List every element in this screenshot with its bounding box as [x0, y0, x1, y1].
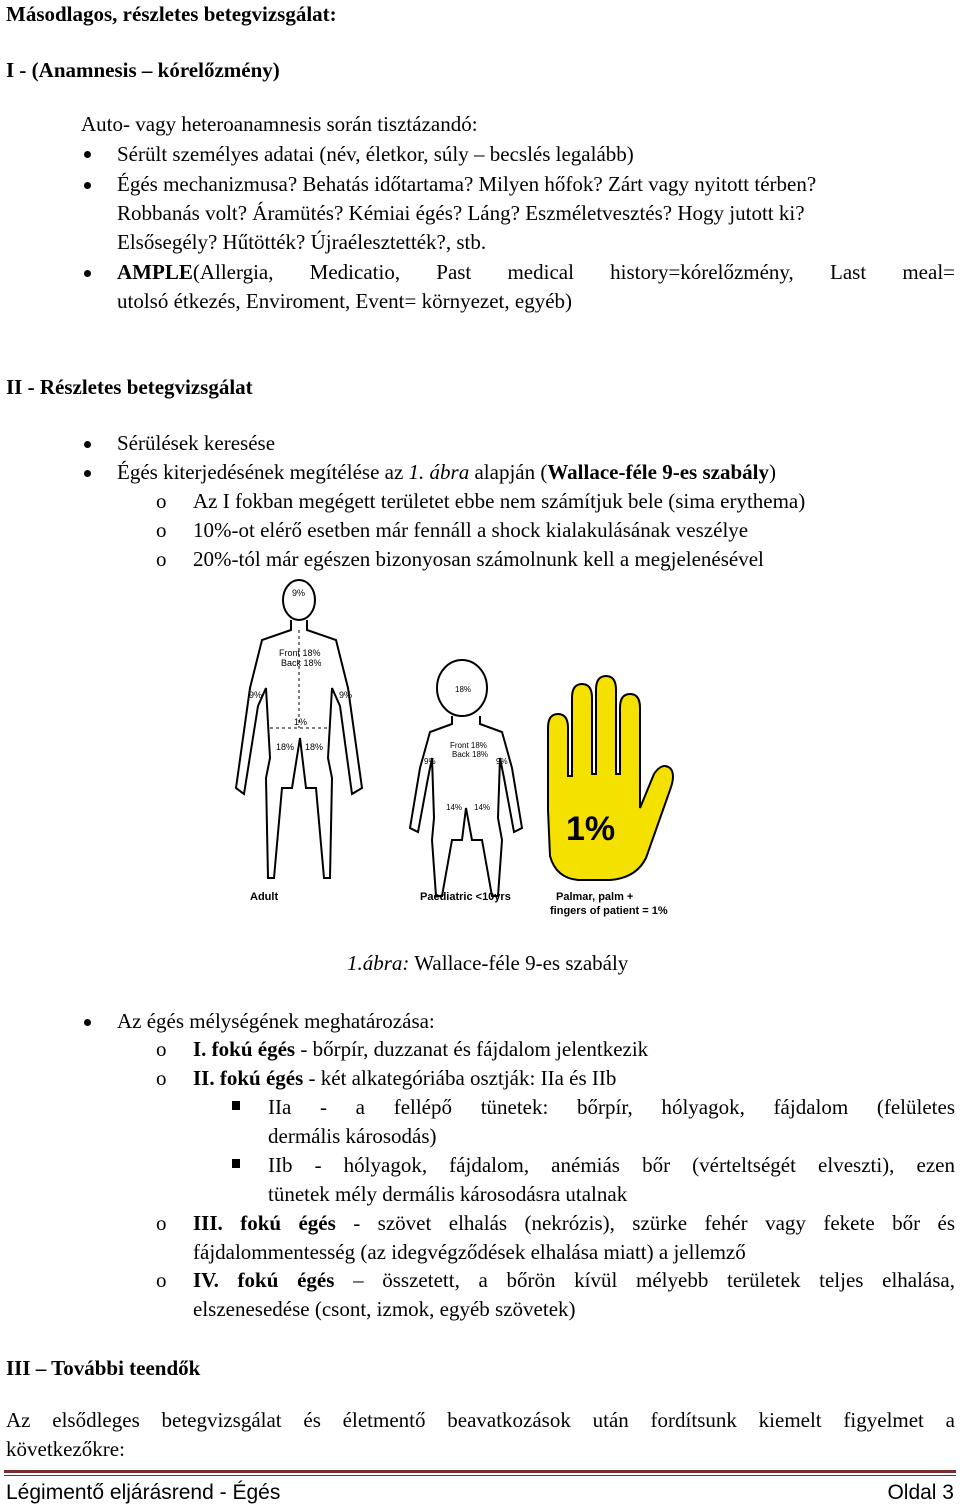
- child-leg-left-pct: 14%: [446, 803, 463, 812]
- ample-text: (Allergia, Medicatio, Past medical history=kórelőzmény, Last meal=: [192, 260, 955, 284]
- section2-bullet-1: Sérülések keresése: [117, 431, 276, 455]
- section1-intro: Auto- vagy heteroanamnesis során tisztázandó:: [81, 112, 478, 136]
- depth-2b-line2: tünetek mély dermális károsodásra utalnak: [268, 1182, 628, 1206]
- section3-paragraph-line1: Az elsődleges betegvizsgálat és életmentő beavatkozások után fordítsunk kiemelt figyelmet a: [6, 1408, 955, 1432]
- sub-bullet-o: o: [156, 489, 167, 513]
- section1-bullet-3-line2: utolsó étkezés, Enviroment, Event= környezet, egyéb): [117, 289, 573, 313]
- section2-sub-2: 10%-ot elérő esetben már fennáll a shock kialakulásának veszélye: [193, 518, 749, 542]
- child-leg-right-pct: 14%: [474, 803, 491, 812]
- figure-caption-text: Wallace-féle 9-es szabály: [409, 951, 629, 975]
- sub-bullet-o: o: [156, 1066, 167, 1090]
- adult-leg-right-pct: 18%: [305, 742, 324, 752]
- depth-4-text: – összetett, a bőrön kívül mélyebb területek teljes elhalása,: [334, 1268, 955, 1292]
- adult-front-pct: Front 18%: [279, 648, 321, 658]
- wallace-rule-figure: [0, 578, 960, 938]
- section2-sub-1: Az I fokban megégett területet ebbe nem számítjuk bele (sima erythema): [193, 489, 806, 513]
- section2-heading: II - Részletes betegvizsgálat: [6, 375, 253, 399]
- figure-reference: 1. ábra: [408, 460, 470, 484]
- section1-bullet-1: Sérült személyes adatai (név, életkor, súly – becslés legalább): [117, 142, 634, 166]
- sub-bullet-o: o: [156, 1037, 167, 1061]
- adult-head-pct: 9%: [292, 588, 306, 598]
- sub-bullet-o: o: [156, 1268, 167, 1292]
- section3-heading: III – További teendők: [6, 1356, 201, 1380]
- depth-1: [193, 1035, 648, 1064]
- footer-left: Légimentő eljárásrend - Égés: [6, 1481, 281, 1504]
- section1-bullet-2-line2: Robbanás volt? Áramütés? Kémiai égés? Láng? Eszméletvesztés? Hogy jutott ki?: [117, 201, 805, 225]
- child-label: Paediatric <10yrs: [420, 891, 511, 903]
- depth-3-line1: [193, 1209, 955, 1238]
- hand-label-2: fingers of patient = 1%: [550, 905, 668, 917]
- square-bullet-icon: [232, 1101, 240, 1110]
- adult-head: [283, 580, 315, 620]
- footer-right: Oldal 3: [887, 1481, 954, 1504]
- depth-4-label: IV. fokú égés: [193, 1268, 335, 1292]
- section1-bullet-2-line1: Égés mechanizmusa? Behatás időtartama? Milyen hőfok? Zárt vagy nyitott térben?: [117, 172, 817, 196]
- section2-bullet-2-post: ): [768, 460, 776, 484]
- adult-arm-right-pct: 9%: [339, 690, 353, 700]
- depth-3-line2: fájdalommentesség (az idegvégződések elhalása miatt) a jellemző: [193, 1240, 746, 1264]
- bullet-icon: [84, 1019, 91, 1026]
- bullet-icon: [84, 270, 91, 277]
- child-arm-left-pct: 9%: [424, 757, 436, 766]
- bullet-icon: [84, 182, 91, 189]
- page-title: Másodlagos, részletes betegvizsgálat:: [6, 2, 337, 26]
- adult-groin-pct: 1%: [294, 717, 308, 727]
- depth-4-line1: [193, 1266, 955, 1295]
- section2-bullet-2-mid: alapján (: [469, 460, 548, 484]
- depth-3-text: - szövet elhalás (nekrózis), szürke fehér vagy fekete bőr és: [335, 1211, 956, 1235]
- square-bullet-icon: [232, 1159, 240, 1168]
- hand-label-1: Palmar, palm +: [556, 891, 634, 903]
- sub-bullet-o: o: [156, 547, 167, 571]
- depth-2b-line1: IIb - hólyagok, fájdalom, anémiás bőr (vérteltségét elveszti), ezen: [268, 1153, 955, 1177]
- sub-bullet-o: o: [156, 1211, 167, 1235]
- depth-2a-line1: IIa - a fellépő tünetek: bőrpír, hólyagok, fájdalom (felületes: [268, 1095, 955, 1119]
- wallace-rule-name: Wallace-féle 9-es szabály: [547, 460, 769, 484]
- section2-sub-3: 20%-tól már egészen bizonyosan számolnunk kell a megjelenésével: [193, 547, 764, 571]
- footer-rule: [4, 1470, 956, 1473]
- footer-rule-thin: [4, 1475, 956, 1476]
- child-arm-right-pct: 9%: [496, 757, 508, 766]
- depth-2-label: II. fokú égés: [193, 1066, 304, 1090]
- hand-pct: 1%: [566, 810, 616, 848]
- section1-heading: I - (Anamnesis – kórelőzmény): [6, 58, 280, 82]
- adult-back-pct: Back 18%: [281, 658, 322, 668]
- depth-1-text: - bőrpír, duzzanat és fájdalom jelentkezik: [295, 1037, 649, 1061]
- depth-2-text: - két alkategóriába osztják: IIa és IIb: [303, 1066, 617, 1090]
- adult-leg-left-pct: 18%: [276, 742, 295, 752]
- adult-arm-left-pct: 9%: [249, 690, 263, 700]
- depth-4-line2: elszenesedése (csont, izmok, egyéb szövetek): [193, 1297, 576, 1321]
- section1-bullet-3-line1: [117, 258, 955, 287]
- section2-bullet-2: [117, 458, 776, 487]
- child-front-pct: Front 18%: [450, 741, 487, 750]
- adult-label: Adult: [250, 891, 279, 903]
- child-back-pct: Back 18%: [452, 750, 489, 759]
- depth-3-label: III. fokú égés: [193, 1211, 336, 1235]
- depth-2a-line2: dermális károsodás): [268, 1124, 437, 1148]
- depth-2: [193, 1064, 616, 1093]
- bullet-icon: [84, 151, 91, 158]
- hand-icon: [548, 676, 673, 880]
- sub-bullet-o: o: [156, 518, 167, 542]
- depth-1-label: I. fokú égés: [193, 1037, 296, 1061]
- figure-caption: [347, 949, 628, 978]
- bullet-icon: [84, 470, 91, 477]
- section3-paragraph-line2: következőkre:: [6, 1437, 125, 1461]
- bullet-icon: [84, 441, 91, 448]
- section1-bullet-2-line3: Elsősegély? Hűtötték? Újraélesztették?, stb.: [117, 230, 487, 254]
- section2-bullet-2-pre: Égés kiterjedésének megítélése az: [117, 460, 409, 484]
- ample-label: AMPLE: [117, 260, 193, 284]
- child-head-pct: 18%: [455, 685, 472, 694]
- depth-intro: Az égés mélységének meghatározása:: [117, 1009, 435, 1033]
- figure-caption-ref: 1.ábra:: [347, 951, 410, 975]
